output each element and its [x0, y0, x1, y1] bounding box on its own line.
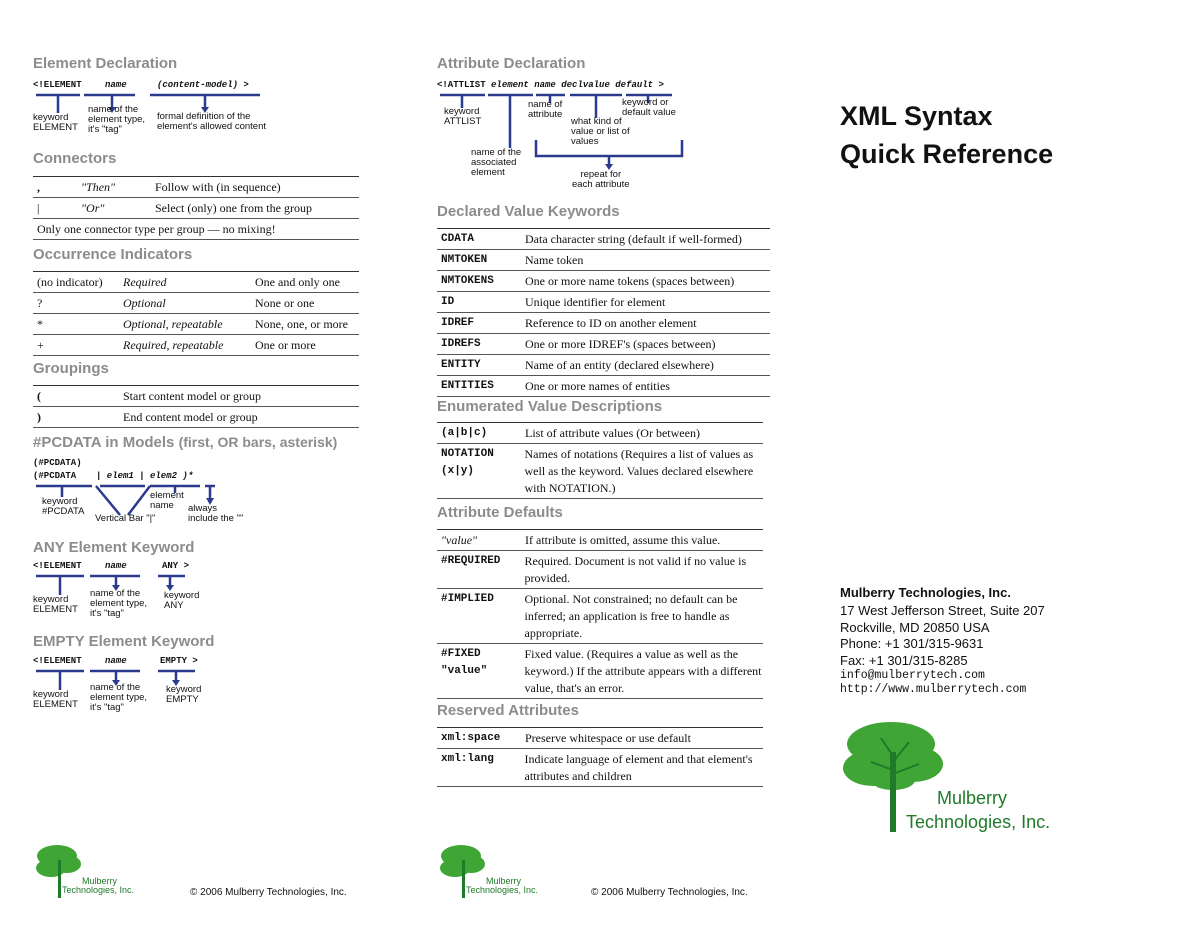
- declared-desc: Unique identifier for element: [525, 295, 666, 309]
- logo-small-middle-text: [466, 876, 539, 895]
- declared-keyword: ENTITY: [441, 359, 481, 371]
- occurrence-word: Required: [123, 275, 167, 289]
- declared-desc: One or more IDREF's (spaces between): [525, 337, 716, 351]
- element-decl-code-model: (content-model) >: [157, 80, 249, 90]
- reserved-keyword: xml:lang: [441, 753, 494, 765]
- defaults-desc: Fixed value. (Requires a value as well as the keyword.) If the attribute appears with a different value, that's an error.: [524, 647, 762, 695]
- declared-desc: Reference to ID on another element: [525, 316, 697, 330]
- table-row: [437, 271, 770, 292]
- occurrence-desc: One or more: [255, 338, 316, 352]
- company-fax: Fax: +1 301/315-8285: [840, 653, 968, 668]
- pcdata-ann-element: element name: [150, 490, 184, 511]
- connector-word: "Or": [81, 201, 105, 215]
- element-decl-ann-model: formal definition of the element's allowed content: [157, 111, 267, 132]
- table-row: [437, 444, 763, 499]
- table-row: [437, 530, 763, 551]
- defaults-table: [437, 529, 763, 699]
- element-decl-ann-keyword: keyword ELEMENT: [33, 112, 78, 133]
- logo-large-line1: Mulberry: [937, 788, 1008, 808]
- table-row: [437, 551, 763, 589]
- any-code-keyword: <!ELEMENT: [33, 561, 82, 571]
- attr-code-declvalue: declvalue: [561, 80, 610, 90]
- empty-code-name: name: [105, 656, 127, 666]
- declared-keyword: NMTOKEN: [441, 254, 488, 266]
- declared-desc: Name token: [525, 253, 584, 267]
- table-row: [437, 229, 770, 250]
- connector-desc: Follow with (in sequence): [155, 180, 281, 194]
- logo-large-line2: Technologies, Inc.: [906, 812, 1051, 832]
- occurrence-word: Optional: [123, 296, 166, 310]
- empty-code-keyword: <!ELEMENT: [33, 656, 82, 666]
- table-row: [437, 355, 770, 376]
- enumerated-heading: Enumerated Value Descriptions: [437, 398, 663, 415]
- connector-note: Only one connector type per group — no mixing!: [37, 222, 276, 236]
- logo-line2: Technologies, Inc.: [62, 885, 135, 895]
- attr-ann-keyword: keyword ATTLIST: [444, 106, 482, 127]
- enumerated-desc: Names of notations (Requires a list of values as well as the keyword. Values declared elsewhere with NOTATION.): [524, 447, 754, 495]
- pcdata-code-line2a: (#PCDATA: [33, 471, 77, 481]
- declared-keyword: ID: [441, 296, 455, 308]
- table-row: [437, 313, 770, 334]
- defaults-desc: Optional. Not constrained; no default can be inferred; an application is free to handle as appropriate.: [524, 592, 738, 640]
- any-ann-keyword: keyword ELEMENT: [33, 594, 78, 615]
- declared-keyword: IDREF: [441, 317, 475, 329]
- defaults-keyword: #REQUIRED: [441, 555, 501, 567]
- logo-line1: Mulberry: [486, 876, 522, 886]
- pcdata-code-line2b: | elem1 | elem2 )*: [96, 471, 194, 481]
- company-address2: Rockville, MD 20850 USA: [840, 620, 990, 635]
- table-row: [437, 292, 770, 313]
- declared-keyword: NMTOKENS: [441, 275, 494, 287]
- logo-line1: Mulberry: [82, 876, 118, 886]
- any-heading: ANY Element Keyword: [33, 539, 195, 556]
- element-declaration-heading: Element Declaration: [33, 55, 178, 72]
- grouping-desc: Start content model or group: [123, 389, 261, 403]
- table-row: [437, 423, 763, 444]
- any-code-name: name: [105, 561, 127, 571]
- declared-desc: One or more name tokens (spaces between): [525, 274, 735, 288]
- element-decl-code-keyword: <!ELEMENT: [33, 80, 82, 90]
- declared-keyword: ENTITIES: [441, 380, 494, 392]
- page-title-line1: XML Syntax: [840, 101, 993, 131]
- connector-desc: Select (only) one from the group: [155, 201, 312, 215]
- defaults-heading: Attribute Defaults: [437, 504, 563, 521]
- enumerated-desc: List of attribute values (Or between): [525, 426, 700, 440]
- table-row: [437, 589, 763, 644]
- pcdata-heading-main: #PCDATA in Models: [33, 434, 175, 451]
- empty-heading: EMPTY Element Keyword: [33, 633, 215, 650]
- enumerated-table: [437, 422, 763, 499]
- attr-code-keyword: <!ATTLIST: [437, 80, 486, 90]
- company-address1: 17 West Jefferson Street, Suite 207: [840, 603, 1045, 618]
- occurrence-word: Required, repeatable: [123, 338, 224, 352]
- occurrence-word: Optional, repeatable: [123, 317, 223, 331]
- empty-ann-keyword: keyword ELEMENT: [33, 689, 78, 710]
- declared-desc: Data character string (default if well-formed): [525, 232, 742, 246]
- attr-ann-repeat: repeat for each attribute: [572, 169, 630, 190]
- declared-table: [437, 228, 770, 397]
- occurrence-symbol: (no indicator): [37, 275, 103, 289]
- attr-code-default: default: [615, 80, 654, 90]
- defaults-desc: If attribute is omitted, assume this value.: [525, 533, 721, 547]
- attr-ann-default: keyword or default value: [622, 97, 676, 118]
- pcdata-ann-keyword: keyword #PCDATA: [42, 496, 85, 517]
- connectors-heading: Connectors: [33, 150, 117, 167]
- reserved-desc: Preserve whitespace or use default: [525, 731, 691, 745]
- reserved-table: [437, 727, 763, 787]
- page-title-line2: Quick Reference: [840, 139, 1054, 169]
- enumerated-keyword: (a|b|c): [441, 427, 488, 439]
- copyright-middle: © 2006 Mulberry Technologies, Inc.: [591, 887, 748, 898]
- occurrence-desc: None or one: [255, 296, 315, 310]
- any-ann-name: name of the element type, it's "tag": [90, 588, 148, 619]
- grouping-desc: End content model or group: [123, 410, 258, 424]
- empty-code-value: EMPTY >: [160, 656, 198, 666]
- attr-decl-diagram: [0, 0, 800, 200]
- attr-code-element: element: [491, 80, 529, 90]
- defaults-desc: Required. Document is not valid if no value is provided.: [524, 554, 747, 585]
- pcdata-ann-always: always include the "": [188, 503, 244, 524]
- occurrence-symbol: ?: [37, 296, 43, 310]
- connector-word: "Then": [81, 180, 116, 194]
- table-row: [437, 376, 770, 397]
- defaults-keyword: #FIXED "value": [441, 648, 488, 677]
- table-row: [437, 644, 763, 699]
- company-phone: Phone: +1 301/315-9631: [840, 636, 984, 651]
- logo-small-left-text: [62, 876, 135, 895]
- occurrence-symbol: +: [37, 338, 44, 352]
- pcdata-heading-sub: (first, OR bars, asterisk): [178, 434, 338, 450]
- pcdata-code-line1: (#PCDATA): [33, 458, 82, 468]
- company-email: info@mulberrytech.com: [840, 669, 985, 682]
- logo-line2: Technologies, Inc.: [466, 885, 539, 895]
- reserved-desc: Indicate language of element and that element's attributes and children: [524, 752, 753, 783]
- element-decl-ann-name: name of the element type, it's "tag": [88, 104, 146, 135]
- table-row: [437, 749, 763, 787]
- occurrence-heading: Occurrence Indicators: [33, 246, 193, 263]
- declared-keyword: CDATA: [441, 233, 475, 245]
- company-name: Mulberry Technologies, Inc.: [840, 585, 1011, 600]
- any-code-value: ANY >: [162, 561, 190, 571]
- grouping-symbol: (: [37, 389, 41, 403]
- attr-ann-associated: name of the associated element: [471, 147, 522, 178]
- declared-heading: Declared Value Keywords: [437, 203, 620, 220]
- attr-ann-attribute: name of attribute: [528, 99, 563, 120]
- empty-ann-value: keyword EMPTY: [166, 684, 202, 705]
- occurrence-desc: One and only one: [255, 275, 340, 289]
- reserved-heading: Reserved Attributes: [437, 702, 579, 719]
- grouping-symbol: ): [37, 410, 41, 424]
- copyright-left: © 2006 Mulberry Technologies, Inc.: [190, 887, 347, 898]
- defaults-keyword: #IMPLIED: [441, 593, 494, 605]
- table-row: [437, 250, 770, 271]
- any-ann-value: keyword ANY: [164, 590, 200, 611]
- attribute-declaration-heading: Attribute Declaration: [437, 55, 586, 72]
- company-web: http://www.mulberrytech.com: [840, 683, 1027, 696]
- element-decl-code-name: name: [105, 80, 127, 90]
- occurrence-desc: None, one, or more: [255, 317, 348, 331]
- declared-desc: One or more names of entities: [525, 379, 670, 393]
- attr-code-end: >: [658, 80, 664, 90]
- empty-ann-name: name of the element type, it's "tag": [90, 682, 148, 713]
- declared-desc: Name of an entity (declared elsewhere): [525, 358, 714, 372]
- attr-ann-kind: what kind of value or list of values: [571, 116, 630, 147]
- table-row: [437, 334, 770, 355]
- table-row: [437, 728, 763, 749]
- declared-keyword: IDREFS: [441, 338, 481, 350]
- enumerated-keyword: NOTATION (x|y): [441, 448, 494, 477]
- reserved-keyword: xml:space: [441, 732, 501, 744]
- pcdata-ann-bar: Vertical Bar "|": [95, 513, 156, 524]
- connector-symbol: |: [37, 201, 40, 215]
- attr-code-name: name: [534, 80, 556, 90]
- defaults-keyword: "value": [441, 533, 478, 547]
- connector-symbol: ,: [37, 180, 40, 194]
- occurrence-symbol: *: [37, 317, 43, 331]
- groupings-heading: Groupings: [33, 360, 109, 377]
